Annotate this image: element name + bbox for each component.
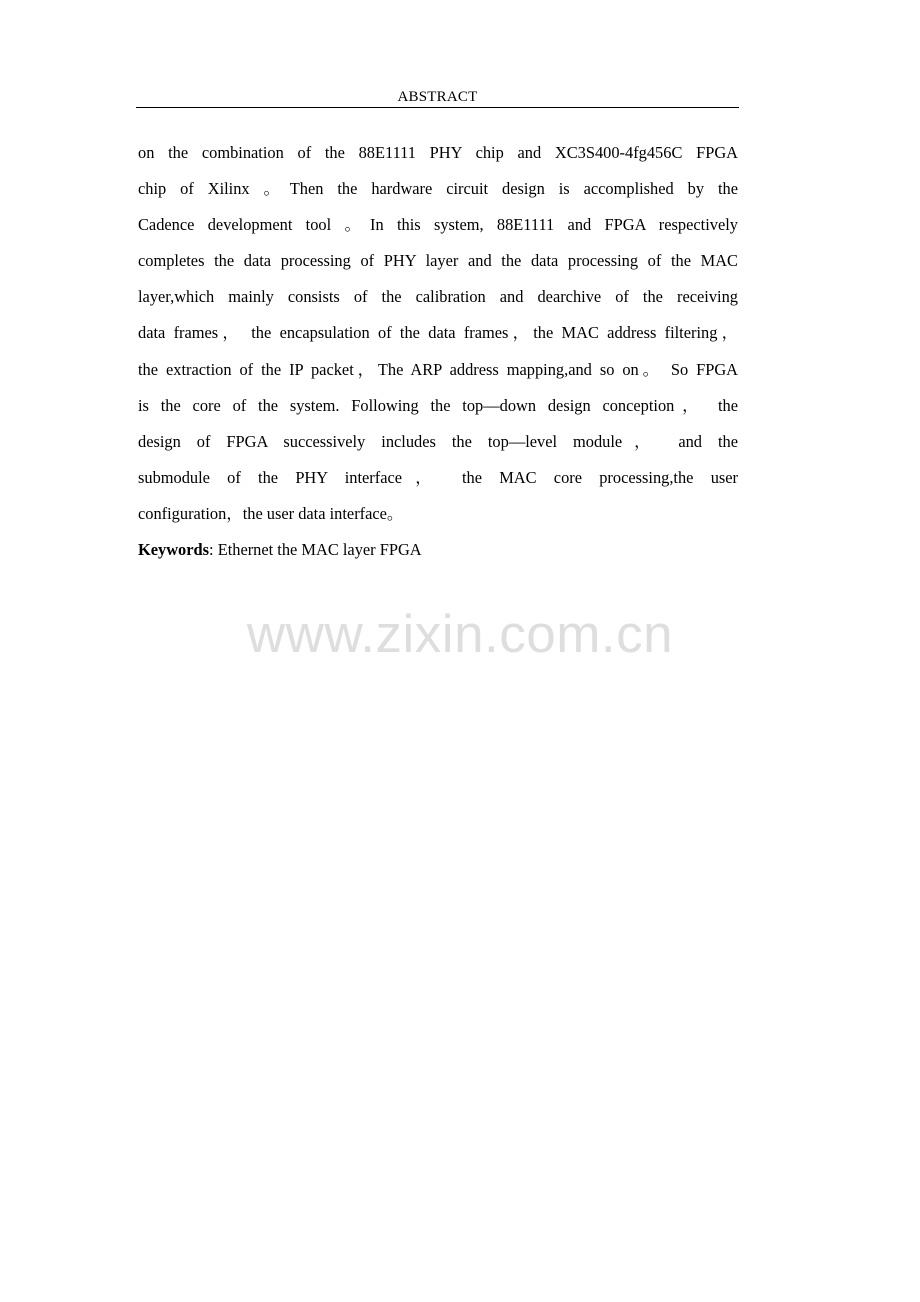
abstract-line: is the core of the system. Following the top—down design conception， the xyxy=(138,395,738,415)
keywords-line xyxy=(138,532,422,568)
abstract-line: design of FPGA successively includes the top—level module， and the xyxy=(138,431,738,451)
abstract-body xyxy=(138,135,738,532)
abstract-line: completes the data processing of PHY layer and the data processing of the MAC xyxy=(138,251,738,271)
header-divider xyxy=(136,107,739,108)
watermark: www.zixin.com.cn xyxy=(246,605,674,664)
abstract-line: configuration，the user data interface。 xyxy=(138,503,404,523)
abstract-line: Cadence development tool 。In this system, 88E1111 and FPGA respectively xyxy=(138,215,738,235)
abstract-line: the extraction of the IP packet，The ARP address mapping,and so on。 So FPGA xyxy=(138,359,738,379)
abstract-line: data frames， the encapsulation of the data frames，the MAC address filtering， xyxy=(138,323,738,343)
keywords-text: Ethernet the MAC layer FPGA xyxy=(217,540,422,559)
abstract-line: on the combination of the 88E1111 PHY chip and XC3S400-4fg456C FPGA xyxy=(138,143,738,162)
abstract-line: submodule of the PHY interface， the MAC core processing,the user xyxy=(138,467,738,487)
running-header: ABSTRACT xyxy=(397,89,478,105)
abstract-line: chip of Xilinx 。Then the hardware circuit design is accomplished by the xyxy=(138,179,738,199)
abstract-line: layer,which mainly consists of the calibration and dearchive of the receiving xyxy=(138,287,738,307)
keywords-separator: : xyxy=(209,540,218,559)
keywords-label: Keywords xyxy=(138,540,210,559)
